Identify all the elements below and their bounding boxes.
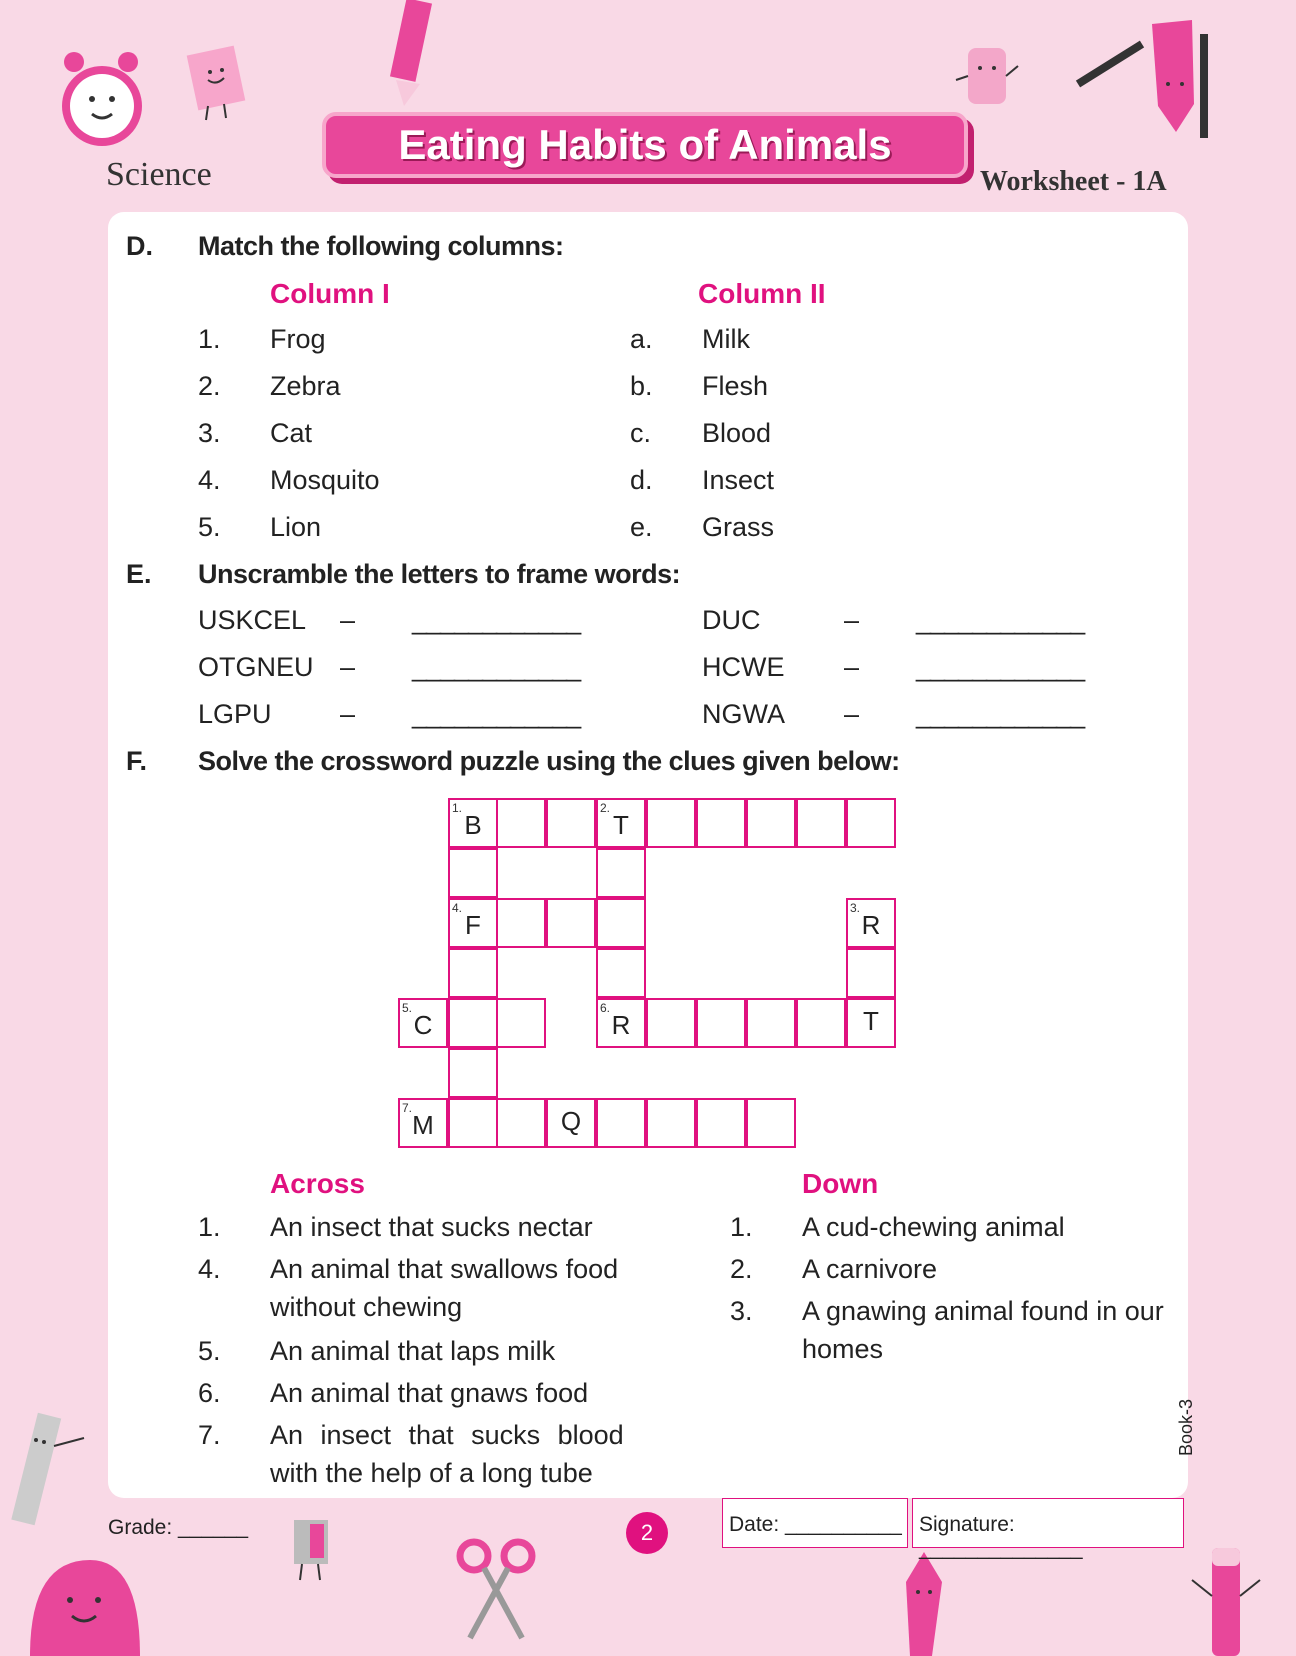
crossword-cell[interactable] <box>546 1098 596 1148</box>
eraser-icon <box>946 40 1026 120</box>
across-clue: An insect that sucks nectar <box>270 1212 593 1242</box>
clue-num: 2. <box>730 1254 753 1284</box>
match-left: Frog <box>270 324 326 354</box>
crossword-cell[interactable] <box>398 998 448 1048</box>
across-heading: Across <box>270 1168 365 1199</box>
match-num: 2. <box>198 371 221 401</box>
clue-num: 4. <box>198 1254 221 1284</box>
crossword-cell[interactable] <box>496 798 546 848</box>
answer-blank[interactable]: ____________ <box>916 652 1085 682</box>
clue-number: 1. <box>452 801 463 815</box>
pink-pencil-icon <box>376 0 446 110</box>
match-letter: c. <box>630 418 652 448</box>
clue-num: 1. <box>730 1212 753 1242</box>
crossword-cell[interactable] <box>596 948 646 998</box>
match-right: Grass <box>702 512 775 542</box>
column1-heading: Column I <box>270 278 390 309</box>
alarm-clock-icon <box>52 44 152 154</box>
answer-blank[interactable]: ____________ <box>412 652 581 682</box>
crossword-cell[interactable] <box>596 798 646 848</box>
down-clue: A carnivore <box>802 1254 938 1284</box>
crossword-cell[interactable] <box>496 998 546 1048</box>
subject-label: Science <box>106 156 212 193</box>
across-clue-cont: without chewing <box>270 1292 463 1322</box>
crossword-cell[interactable] <box>696 998 746 1048</box>
section-e-title: Unscramble the letters to frame words: <box>198 559 681 589</box>
down-clue-cont: homes <box>802 1334 884 1364</box>
given-letter: C <box>413 1010 433 1040</box>
match-left: Zebra <box>270 371 341 401</box>
across-clue: An animal that laps milk <box>270 1336 556 1366</box>
given-letter: F <box>465 910 481 940</box>
clue-number: 4. <box>452 901 463 915</box>
across-clue: An animal that swallows food <box>270 1254 619 1284</box>
down-clue: A gnawing animal found in our <box>802 1296 1164 1326</box>
answer-blank[interactable]: ____________ <box>916 605 1085 635</box>
dash: – <box>844 652 860 682</box>
given-letter: M <box>412 1110 434 1140</box>
crossword-cell[interactable] <box>596 998 646 1048</box>
match-left: Lion <box>270 512 322 542</box>
page-number: 2 <box>626 1512 668 1554</box>
given-letter: R <box>611 1010 631 1040</box>
match-num: 3. <box>198 418 221 448</box>
crossword-cell[interactable] <box>448 798 498 848</box>
date-field[interactable]: Date: __________ <box>722 1498 908 1548</box>
section-d-title: Match the following columns: <box>198 231 564 261</box>
clue-number: 5. <box>402 1001 413 1015</box>
dash: – <box>340 605 356 635</box>
match-letter: b. <box>630 371 653 401</box>
down-heading: Down <box>802 1168 879 1199</box>
answer-blank[interactable]: ____________ <box>412 605 581 635</box>
clue-num: 3. <box>730 1296 753 1326</box>
match-right: Blood <box>702 418 772 448</box>
crossword-cell[interactable] <box>796 798 846 848</box>
clue-num: 5. <box>198 1336 221 1366</box>
book-label: Book-3 <box>1176 1398 1196 1456</box>
given-letter: R <box>861 910 881 940</box>
match-letter: d. <box>630 465 653 495</box>
answer-blank[interactable]: ____________ <box>412 699 581 729</box>
crossword-cell[interactable] <box>846 798 896 848</box>
bag-icon <box>20 1520 150 1656</box>
crossword-cell[interactable] <box>646 998 696 1048</box>
match-left: Mosquito <box>270 465 380 495</box>
dash: – <box>340 699 356 729</box>
across-clue: An animal that gnaws food <box>270 1378 589 1408</box>
match-letter: e. <box>630 512 653 542</box>
crossword-cell[interactable] <box>846 998 896 1048</box>
crossword-cell[interactable] <box>448 1048 498 1098</box>
crossword-cell[interactable] <box>546 898 596 948</box>
notepad-icon <box>180 44 260 124</box>
match-num: 1. <box>198 324 221 354</box>
crossword-cell[interactable] <box>448 848 498 898</box>
crossword-cell[interactable] <box>496 898 546 948</box>
section-f-title: Solve the crossword puzzle using the clues given below: <box>198 746 900 776</box>
section-e-letter: E. <box>126 559 152 589</box>
across-clue-cont: with the help of a long tube <box>270 1458 593 1488</box>
across-clue: An insect that sucks blood <box>270 1420 624 1450</box>
crossword-cell[interactable] <box>796 998 846 1048</box>
given-letter: Q <box>560 1106 582 1136</box>
crossword-cell[interactable] <box>448 948 498 998</box>
section-d-letter: D. <box>126 231 153 261</box>
given-letter: T <box>613 810 629 840</box>
section-f-letter: F. <box>126 746 148 776</box>
match-right: Flesh <box>702 371 769 401</box>
match-num: 5. <box>198 512 221 542</box>
match-right: Insect <box>702 465 775 495</box>
pencil-character-icon <box>1186 1540 1266 1656</box>
crossword-cell[interactable] <box>696 798 746 848</box>
crossword-cell[interactable] <box>546 798 596 848</box>
match-right: Milk <box>702 324 750 354</box>
clue-number: 7. <box>402 1101 413 1115</box>
crossword-cell[interactable] <box>746 998 796 1048</box>
crossword-cell[interactable] <box>696 1098 746 1148</box>
column2-heading: Column II <box>698 278 826 309</box>
dash: – <box>340 652 356 682</box>
signature-field[interactable]: Signature: ______________ <box>912 1498 1184 1548</box>
crossword-cell[interactable] <box>448 1098 498 1148</box>
scrambled-word: HCWE <box>702 652 785 682</box>
sharpener-icon <box>280 1512 344 1584</box>
crayon-icon <box>888 1548 958 1656</box>
scissors-icon <box>452 1534 542 1644</box>
clue-num: 6. <box>198 1378 221 1408</box>
clue-number: 6. <box>600 1001 611 1015</box>
clue-num: 1. <box>198 1212 221 1242</box>
crossword-cell[interactable] <box>646 1098 696 1148</box>
crossword-cell[interactable] <box>746 1098 796 1148</box>
crossword-cell[interactable] <box>496 1098 546 1148</box>
answer-blank[interactable]: ____________ <box>916 699 1085 729</box>
match-left: Cat <box>270 418 313 448</box>
down-clue: A cud-chewing animal <box>802 1212 1065 1242</box>
dash: – <box>844 605 860 635</box>
page-title: Eating Habits of Animals <box>398 121 892 168</box>
grade-field[interactable]: Grade: ______ <box>108 1516 249 1539</box>
given-letter: T <box>863 1006 879 1036</box>
scrambled-word: LGPU <box>198 699 272 729</box>
scrambled-word: OTGNEU <box>198 652 314 682</box>
scrambled-word: USKCEL <box>198 605 307 635</box>
clue-number: 2. <box>600 801 611 815</box>
match-num: 4. <box>198 465 221 495</box>
crossword-cell[interactable] <box>846 898 896 948</box>
clue-num: 7. <box>198 1420 221 1450</box>
ruler-icon <box>10 1410 90 1530</box>
scrambled-word: DUC <box>702 605 761 635</box>
compass-icon <box>1072 14 1222 144</box>
crossword-cell[interactable] <box>448 898 498 948</box>
match-letter: a. <box>630 324 653 354</box>
crossword-cell[interactable] <box>596 1098 646 1148</box>
crossword-cell[interactable] <box>596 848 646 898</box>
dash: – <box>844 699 860 729</box>
crossword-cell[interactable] <box>846 948 896 998</box>
crossword-cell[interactable] <box>398 1098 448 1148</box>
crossword-cell[interactable] <box>746 798 796 848</box>
given-letter: B <box>464 810 482 840</box>
clue-number: 3. <box>850 901 861 915</box>
title-banner <box>322 112 968 178</box>
worksheet-label: Worksheet - 1A <box>980 166 1167 197</box>
crossword-cell[interactable] <box>646 798 696 848</box>
crossword-cell[interactable] <box>448 998 498 1048</box>
crossword-cell[interactable] <box>596 898 646 948</box>
scrambled-word: NGWA <box>702 699 785 729</box>
